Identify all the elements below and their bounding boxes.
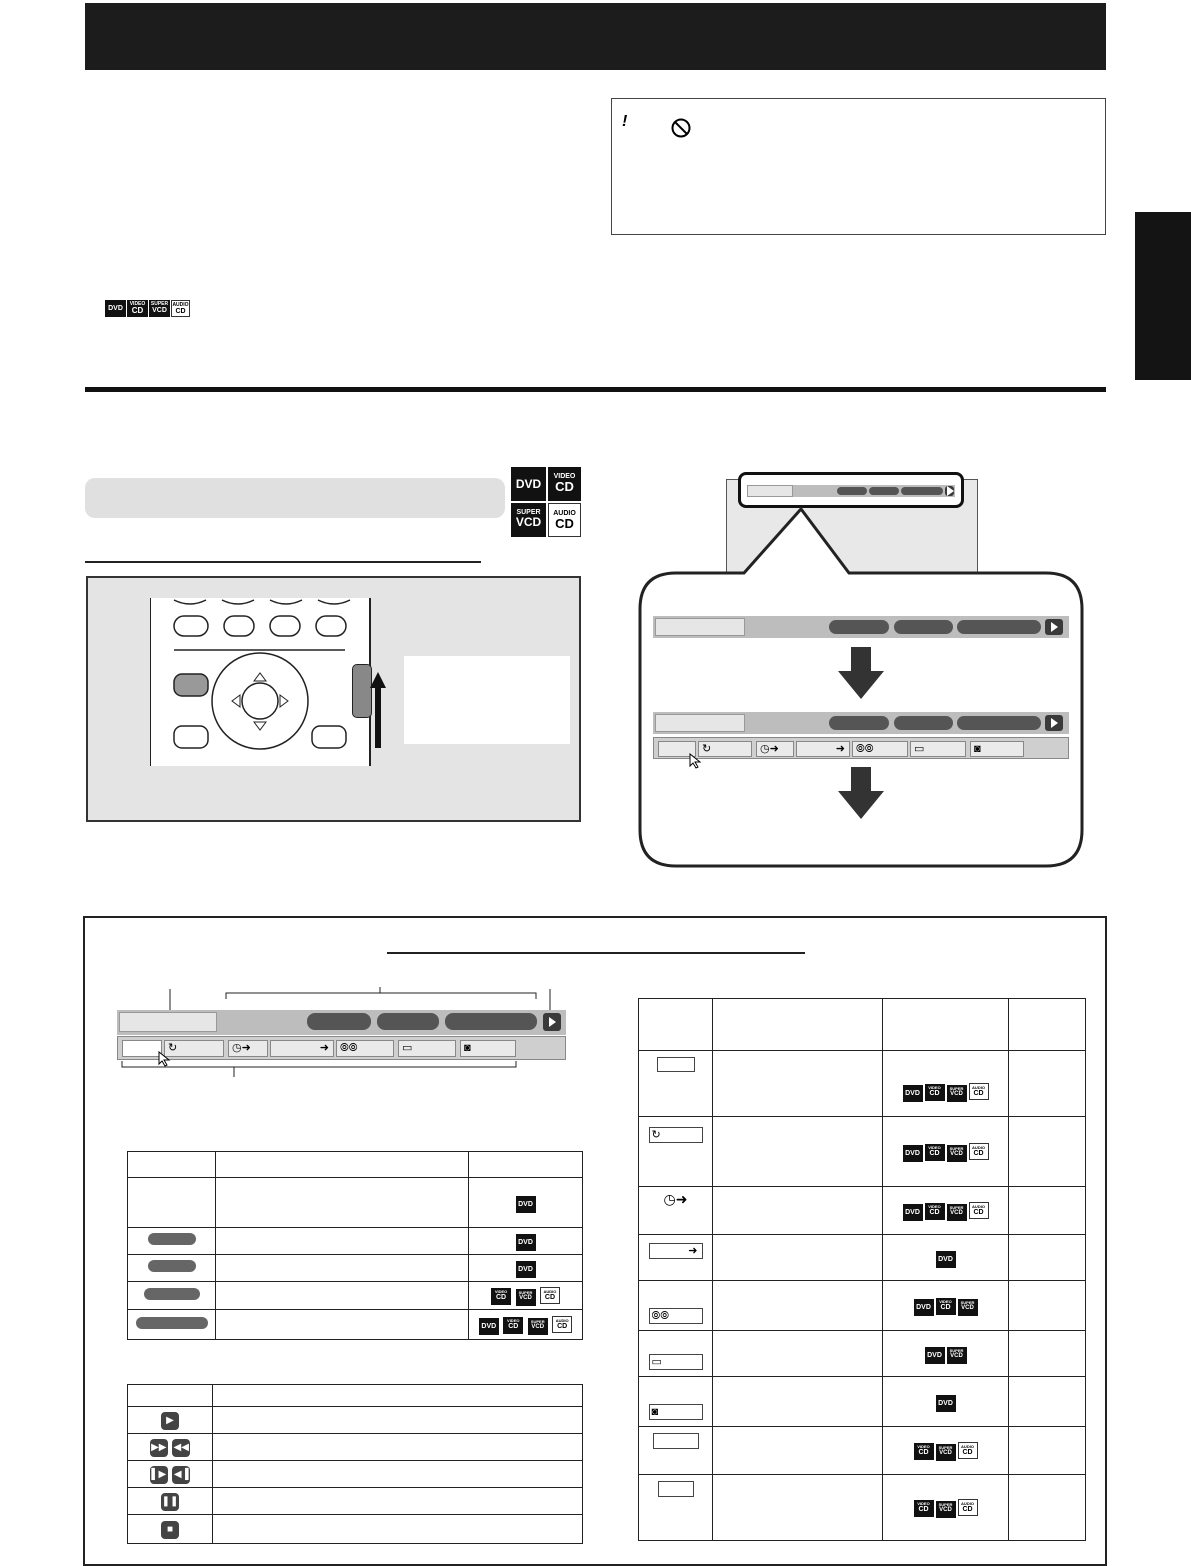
annotated-bar-label <box>119 1012 217 1032</box>
bar-2-pill-1 <box>829 716 889 730</box>
badge-audio-cd: AUDIO CD <box>969 1143 989 1160</box>
audio-icon: ⦾⦾ <box>649 1308 703 1324</box>
remote-control-illustration <box>150 598 380 766</box>
tv-onscreen-bar-highlight <box>738 472 964 508</box>
bar-2-label <box>655 714 745 732</box>
badge-audio-cd: AUDIO CD <box>172 302 189 315</box>
badge-super-vcd: SUPER VCD <box>947 1145 967 1162</box>
badge-super-vcd: SUPER VCD <box>528 1318 548 1335</box>
arrow-right-icon: ➜ <box>835 743 845 755</box>
program-item-icon <box>658 1481 694 1497</box>
badge-dvd: DVD <box>516 1261 536 1278</box>
badge-dvd: DVD <box>516 1196 536 1213</box>
badge-dvd: DVD <box>936 1395 956 1412</box>
badge-super-vcd-large: SUPER VCD <box>511 503 546 537</box>
badge-dvd: DVD <box>903 1085 923 1102</box>
annotated-next-arrow <box>543 1013 561 1031</box>
badge-video-cd: VIDEO CD <box>503 1317 523 1334</box>
audio-icon: ⦾⦾ <box>340 1042 358 1054</box>
mini-pill-2 <box>869 487 899 495</box>
bar-1-pill-1 <box>829 620 889 634</box>
pbc-item-icon <box>653 1433 699 1449</box>
repeat-icon: ↻ <box>702 743 712 755</box>
badge-audio-cd: AUDIO CD <box>552 1316 572 1333</box>
prohibited-icon <box>670 117 692 139</box>
badge-super-vcd: SUPER VCD <box>936 1501 956 1518</box>
clock-arrow-icon: ◷➜ <box>760 743 779 755</box>
audio-icon: ⦾⦾ <box>856 743 874 755</box>
a-sub-audio <box>336 1040 394 1057</box>
a-sub-blank <box>122 1040 162 1057</box>
subheading-rule <box>85 561 481 563</box>
badge-audio-cd: AUDIO CD <box>969 1083 989 1100</box>
sub-item-audio <box>852 741 908 757</box>
side-tab <box>1135 212 1191 380</box>
mini-arrow <box>945 486 954 496</box>
subtitle-icon: ▭ <box>402 1042 413 1054</box>
onscreen-sub-bar <box>653 737 1069 759</box>
notice-box <box>611 98 1106 235</box>
a-sub-chapter <box>270 1040 334 1057</box>
badge-dvd: DVD <box>105 300 126 317</box>
annotated-sub-bar <box>117 1036 566 1060</box>
section-rule <box>85 387 1106 392</box>
annotated-bar <box>117 1010 566 1035</box>
badge-super-vcd: SUPER VCD <box>936 1444 956 1461</box>
up-arrow-icon <box>370 672 386 748</box>
cursor-icon <box>689 753 703 769</box>
reference-title-rule <box>387 952 805 954</box>
sub-item-subtitle <box>910 741 966 757</box>
annotated-pill-1 <box>307 1013 371 1030</box>
slow-forward-icon: ▌▶ <box>150 1466 168 1484</box>
badge-video-cd-large: VIDEO CD <box>548 467 581 501</box>
badge-video-cd: VIDEO CD <box>925 1084 945 1101</box>
badge-audio-cd: AUDIO CD <box>958 1499 978 1516</box>
down-arrow-icon <box>838 647 884 699</box>
onscreen-bar-1 <box>653 616 1069 638</box>
a-sub-angle <box>460 1040 516 1057</box>
badge-video-cd: VIDEO CD <box>127 300 148 317</box>
badge-dvd: DVD <box>925 1347 945 1364</box>
badge-super-vcd: SUPER VCD <box>947 1204 967 1221</box>
arrow-right-icon: ➜ <box>319 1042 329 1054</box>
subtitle-icon: ▭ <box>914 743 925 755</box>
badge-audio-cd-large: AUDIO CD <box>548 503 581 537</box>
clock-arrow-icon: ◷➜ <box>663 1191 688 1207</box>
badge-super-vcd: SUPER VCD <box>958 1299 978 1316</box>
badge-dvd: DVD <box>479 1318 499 1335</box>
page-header-bar <box>85 3 1106 70</box>
badge-dvd: DVD <box>516 1234 536 1251</box>
bar-1-next-arrow <box>1045 619 1063 635</box>
a-sub-time <box>228 1040 268 1057</box>
annotated-pill-2 <box>377 1013 439 1030</box>
a-sub-repeat <box>164 1040 224 1057</box>
badge-audio-cd: AUDIO CD <box>969 1202 989 1219</box>
badge-video-cd: VIDEO CD <box>914 1443 934 1460</box>
badge-audio-cd: AUDIO CD <box>958 1442 978 1459</box>
badge-video-cd: VIDEO CD <box>936 1298 956 1315</box>
badge-dvd-large: DVD <box>511 467 546 501</box>
chapter-pill <box>148 1260 196 1272</box>
badge-super-vcd: SUPER VCD <box>516 1289 536 1306</box>
badge-video-cd: VIDEO CD <box>491 1288 511 1305</box>
a-sub-subtitle <box>398 1040 456 1057</box>
clock-arrow-icon: ◷➜ <box>232 1042 251 1054</box>
cursor-icon-2 <box>158 1051 172 1067</box>
blank-item-icon <box>657 1057 695 1072</box>
bar-2-next-arrow <box>1045 715 1063 731</box>
angle-icon: ◙ <box>649 1404 703 1420</box>
bar-1-pill-2 <box>894 620 953 634</box>
caution-icon: ! <box>622 113 628 130</box>
badge-super-vcd: SUPER VCD <box>947 1347 967 1364</box>
bar-1-label <box>655 618 745 636</box>
subtitle-icon: ▭ <box>649 1354 703 1370</box>
rewind-icon: ◀◀ <box>172 1439 190 1457</box>
sub-item-chapter <box>796 741 850 757</box>
badge-super-vcd: SUPER VCD <box>947 1085 967 1102</box>
bar-2-pill-3 <box>957 716 1041 730</box>
annotated-pill-3 <box>445 1013 537 1030</box>
fast-forward-icon: ▶▶ <box>150 1439 168 1457</box>
badge-dvd: DVD <box>936 1251 956 1268</box>
slow-reverse-icon: ◀▐ <box>172 1466 190 1484</box>
pause-icon: ❚❚ <box>161 1493 179 1511</box>
sub-item-angle <box>970 741 1024 757</box>
badge-dvd: DVD <box>903 1145 923 1162</box>
bar-2-pill-2 <box>894 716 953 730</box>
mini-bar-label <box>747 485 793 497</box>
badge-video-cd: VIDEO CD <box>914 1500 934 1517</box>
stop-icon: ■ <box>161 1521 179 1539</box>
track-pill <box>144 1288 200 1300</box>
badge-audio-cd: AUDIO CD <box>540 1287 560 1304</box>
mini-bar <box>747 485 955 497</box>
remote-callout-box <box>404 656 570 744</box>
mini-pill-1 <box>837 487 867 495</box>
info-table <box>127 1151 583 1340</box>
badge-video-cd: VIDEO CD <box>925 1203 945 1220</box>
down-arrow-icon-2 <box>838 767 884 819</box>
onscreen-bar-2 <box>653 712 1069 734</box>
angle-icon: ◙ <box>974 743 981 755</box>
badge-dvd: DVD <box>903 1204 923 1221</box>
section-title-bar <box>85 478 505 518</box>
bar-1-pill-3 <box>957 620 1041 634</box>
remote-panel <box>86 576 581 822</box>
sub-item-time <box>756 741 794 757</box>
arrow-right-icon: ➜ <box>649 1243 703 1259</box>
badge-dvd: DVD <box>914 1299 934 1316</box>
angle-icon: ◙ <box>464 1042 471 1054</box>
badge-super-vcd: SUPER VCD <box>149 300 170 317</box>
remote-side-button <box>352 664 372 718</box>
status-icons-table <box>127 1384 583 1544</box>
time-pill <box>136 1317 208 1329</box>
repeat-icon: ↻ <box>168 1042 178 1054</box>
badge-video-cd: VIDEO CD <box>925 1144 945 1161</box>
title-pill <box>148 1233 196 1245</box>
repeat-icon: ↻ <box>649 1127 703 1143</box>
sub-item-repeat <box>698 741 752 757</box>
mini-pill-3 <box>901 487 943 495</box>
play-icon: ▶ <box>161 1412 179 1430</box>
functions-table <box>638 998 1086 1541</box>
